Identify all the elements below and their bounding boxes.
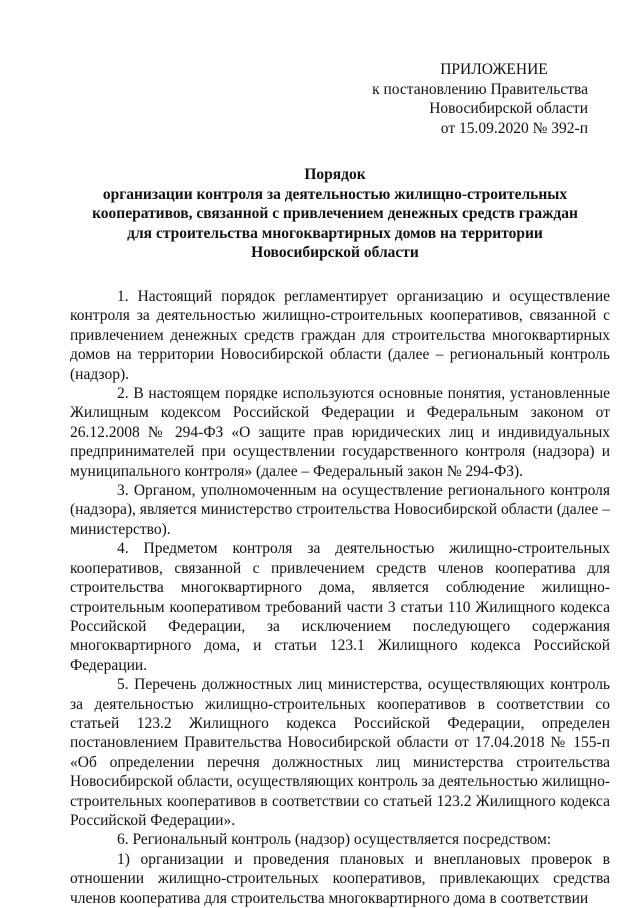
paragraph-5: 5. Перечень должностных лиц министерства, осуществляющих контроль за деятельностью жилищно-строительных кооперативов в соответствии со статьей 123.2 Жилищного кодекса Российской Федерации, определен постановлением Правительства Новосибирской области от 17.04.2018 № 155-п «Об определении перечня должностных лиц министерства строительства Новосибирской области, осуществляющих контроль за деятельностью жилищно-строительных кооперативов в соответствии со статьей 123.2 Жилищного кодекса Российской Федерации». xyxy=(70,676,610,829)
document-body xyxy=(70,287,610,908)
paragraph-2: 2. В настоящем порядке используются основные понятия, установленные Жилищным кодексом Российской Федерации и Федеральным законом от 26.12.2008 № 294-ФЗ «О защите прав юридических лиц и индивидуальных предпринимателей при осуществлении государственного контроля (надзора) и муниципального контроля» (далее – Федеральный закон № 294-ФЗ). xyxy=(70,385,610,480)
paragraph-1: 1. Настоящий порядок регламентирует организацию и осуществление контроля за деятельностью жилищно-строительных кооперативов, связанной с привлечением денежных средств граждан для строительства многоквартирных домов на территории Новосибирской области (далее – региональный контроль (надзор). xyxy=(70,288,610,383)
appendix-line-2: Новосибирской области xyxy=(429,100,588,117)
title-line-2: организации контроля за деятельностью жилищно-строительных xyxy=(102,185,568,203)
paragraph-3: 3. Органом, уполномоченным на осуществление регионального контроля (надзора), является министерство строительства Новосибирской области (далее – министерство). xyxy=(70,482,610,538)
title-line-1: Порядок xyxy=(304,166,366,183)
paragraph-6-item-1: 1) организации и проведения плановых и внеплановых проверок в отношении жилищно-строительных кооперативов, привлекающих средства членов кооператива для строительства многоквартирного дома в соответствии xyxy=(70,850,610,907)
title-line-3: кооперативов, связанной с привлечением денежных средств граждан xyxy=(92,205,578,222)
title-line-4: для строительства многоквартирных домов на территории xyxy=(127,224,543,242)
appendix-block xyxy=(360,60,588,138)
title-line-5: Новосибирской области xyxy=(251,244,419,261)
appendix-line-3: от 15.09.2020 № 392-п xyxy=(440,119,588,137)
appendix-heading: ПРИЛОЖЕНИЕ xyxy=(440,61,548,78)
appendix-line-1: к постановлению Правительства xyxy=(372,80,588,98)
paragraph-4: 4. Предметом контроля за деятельностью жилищно-строительных кооперативов, связанной с привлечением средств членов кооператива для строительства многоквартирного дома, является соблюдение жилищно-строительным кооперативом требований части 3 статьи 110 Жилищного кодекса Российской Федерации, за исключением последующего содержания многоквартирного дома, и статьи 123.1 Жилищного кодекса Российской Федерации. xyxy=(70,540,610,674)
paragraph-6: 6. Региональный контроль (надзор) осуществляется посредством: xyxy=(117,831,552,849)
document-title xyxy=(70,165,600,263)
